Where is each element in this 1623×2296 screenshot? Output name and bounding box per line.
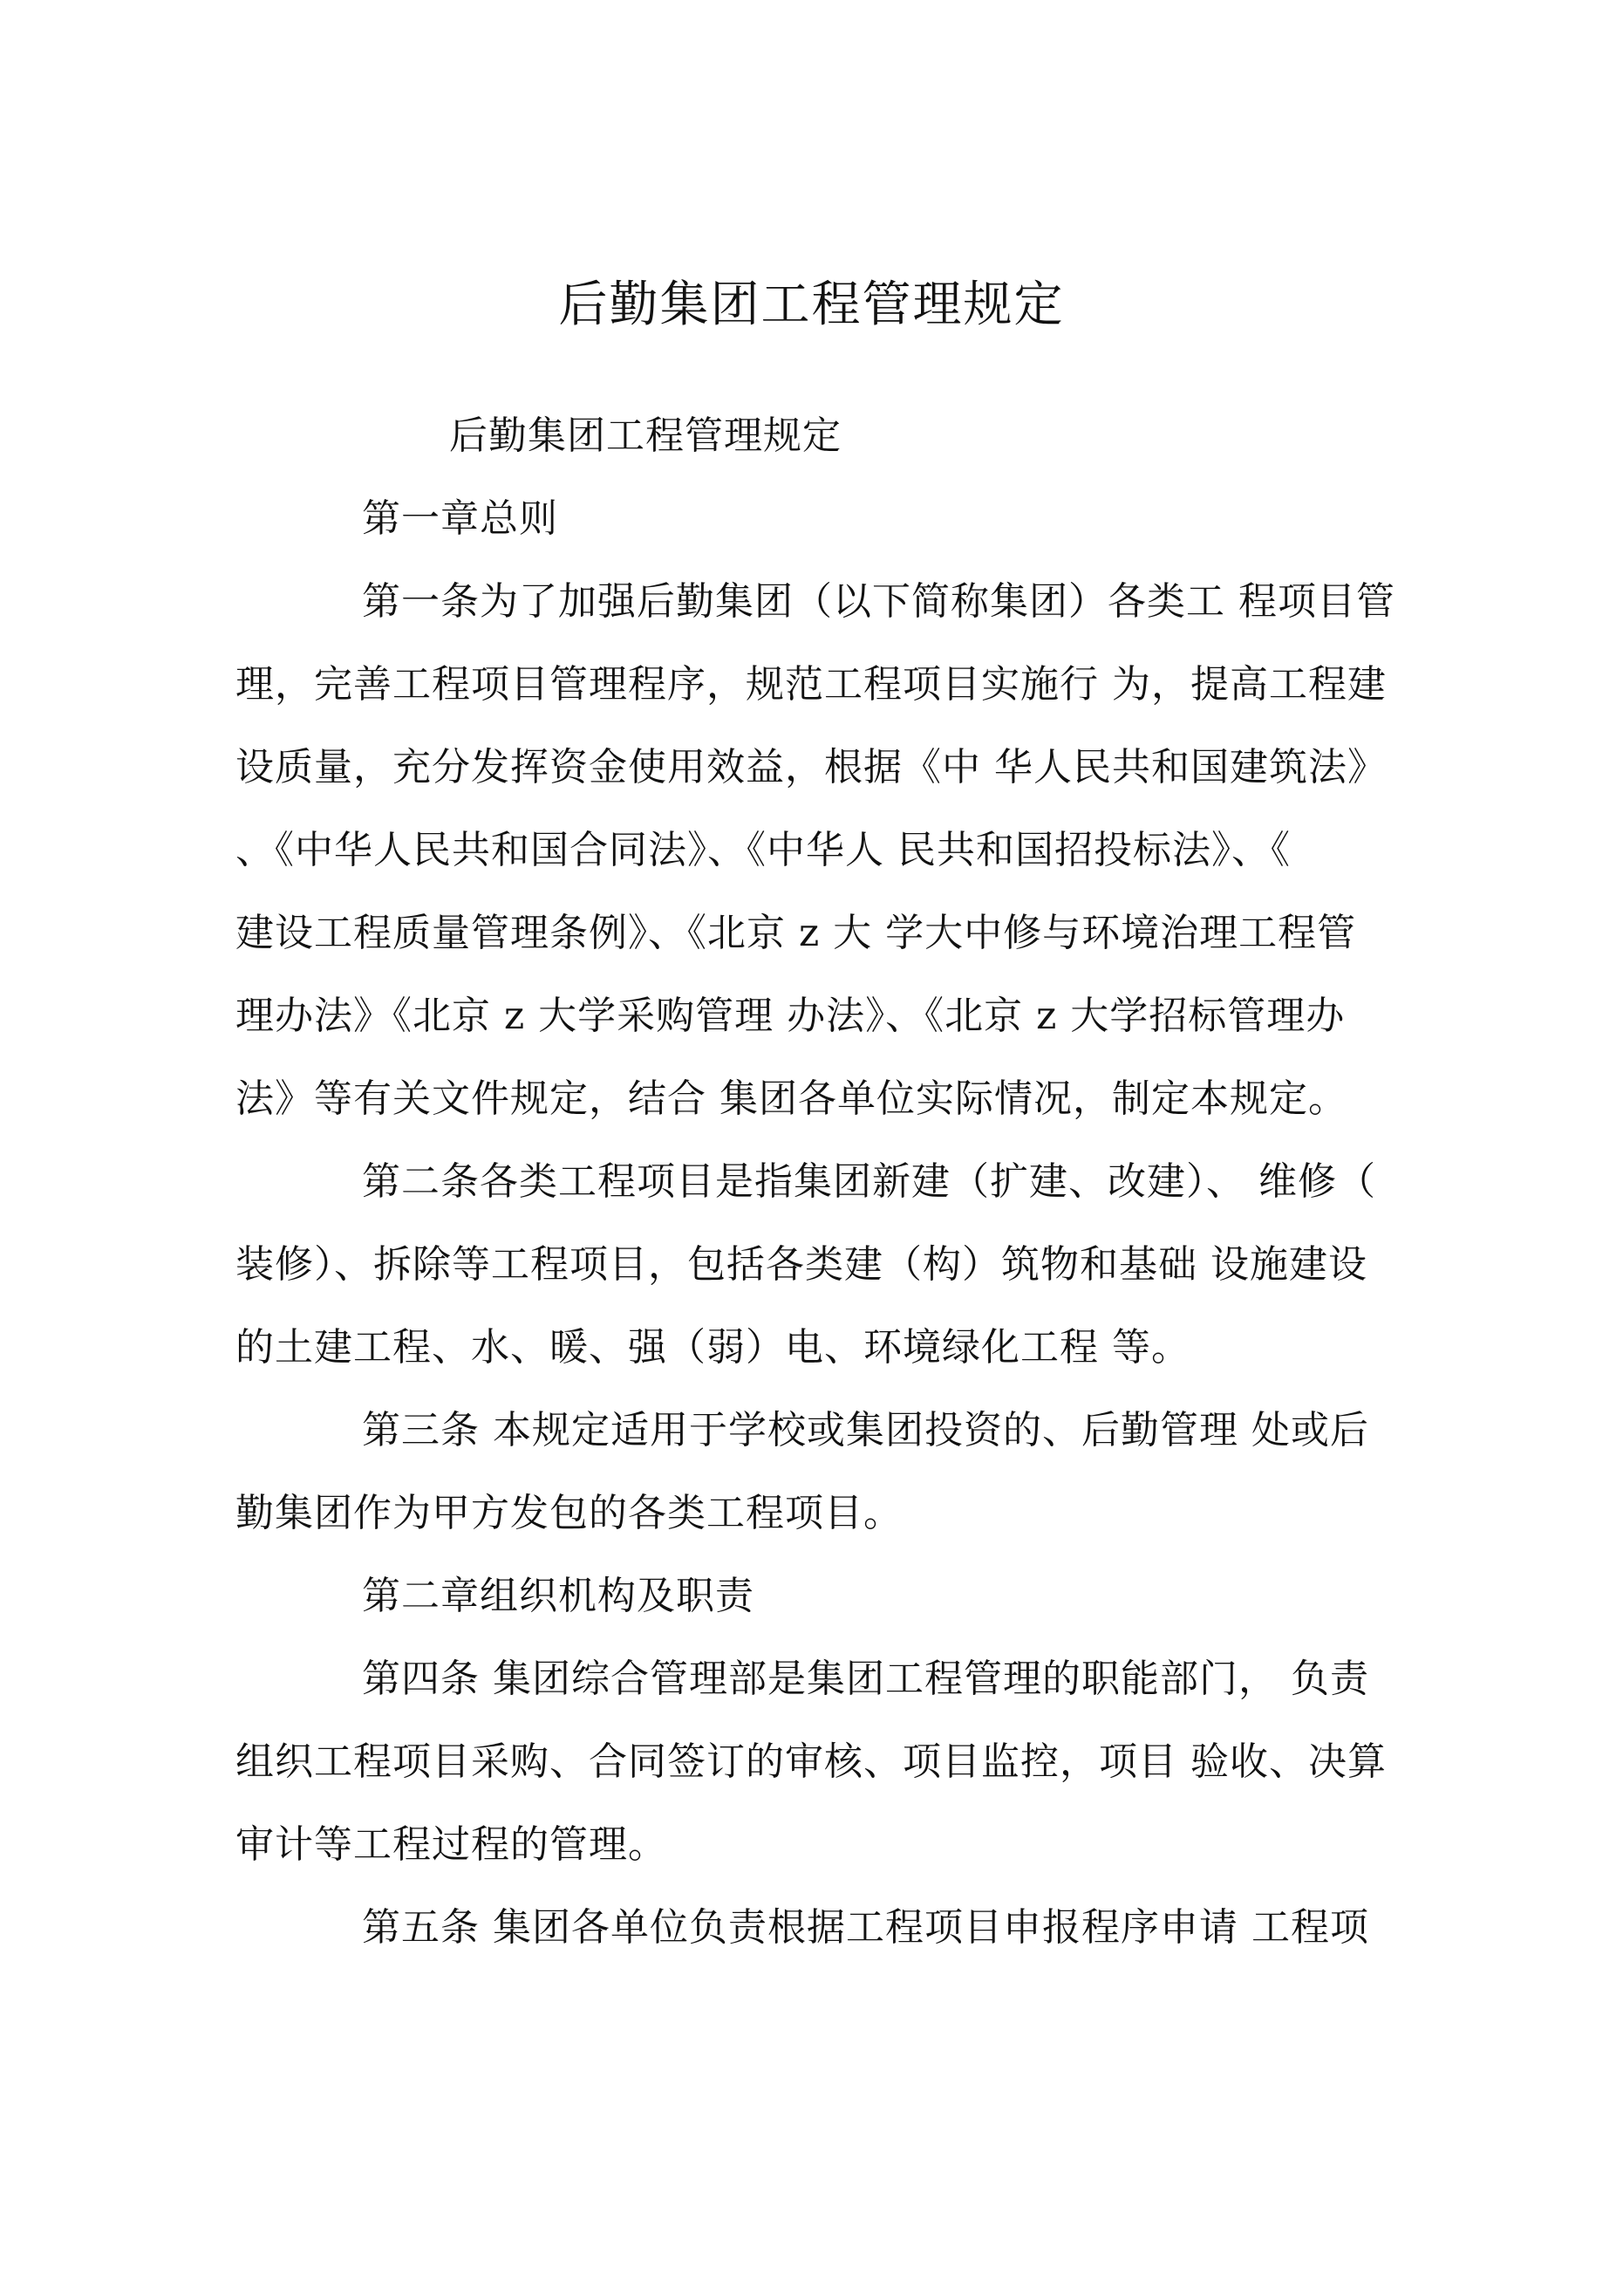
paragraph-line: 第五条 集团各单位负责根据工程项目申报程序申请 工程项	[362, 1905, 1369, 1950]
paragraph-line: 第二条各类工程项目是指集团新建（扩建、改建）、 维修（	[362, 1159, 1376, 1204]
chapter-heading: 第二章组织机构及职责	[362, 1574, 754, 1618]
paragraph-line: 第一条为了加强后勤集团（以下简称集团）各类工 程项目管	[362, 579, 1395, 624]
paragraph-line: 、《中华人民共和国合同法》、《中华人 民共和国招投标法》、《	[235, 828, 1291, 872]
paragraph-line: 审计等工程过程的管理。	[235, 1822, 667, 1867]
paragraph-line: 装修）、拆除等工程项目，包括各类建（构）筑物和基础 设施建设	[235, 1242, 1367, 1287]
paragraph-line: 第三条 本规定适用于学校或集团投资的、后勤管理 处或后	[362, 1408, 1369, 1452]
paragraph-line: 第四条 集团综合管理部是集团工程管理的职能部门， 负责	[362, 1657, 1369, 1701]
subtitle-line: 后勤集团工程管理规定	[449, 413, 842, 458]
paragraph-line: 勤集团作为甲方发包的各类工程项目。	[235, 1491, 903, 1535]
paragraph-line: 设质量，充分发挥资金使用效益，根据《中 华人民共和国建筑法》	[235, 745, 1387, 789]
paragraph-line: 建设工程质量管理条例》、《北京 z 大 学大中修与环境治理工程管	[235, 911, 1357, 955]
paragraph-line: 理，完善工程项目管理程序，规范工程项目实施行 为，提高工程建	[235, 662, 1387, 707]
paragraph-line: 理办法》《北京 z 大学采购管理 办法》、《北京 z 大学招标管理办	[235, 994, 1346, 1038]
paragraph-line: 的土建工程、水、暖、强（弱）电、环境绿化工程 等。	[235, 1325, 1190, 1370]
chapter-heading: 第一章总则	[362, 496, 558, 541]
paragraph-line: 法》等有关文件规定，结合 集团各单位实际情况，制定本规定。	[235, 1076, 1347, 1121]
document-title: 后勤集团工程管理规定	[558, 277, 1065, 333]
paragraph-line: 组织工程项目采购、合同签订的审核、项目监控，项目 验收、决算	[235, 1739, 1387, 1784]
